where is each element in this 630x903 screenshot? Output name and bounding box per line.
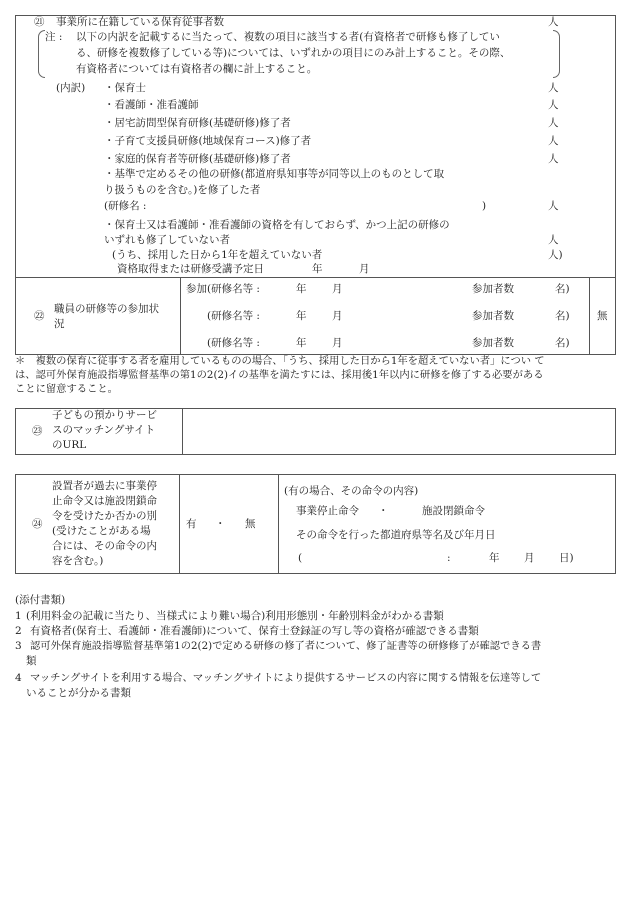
breakdown-unit: 人 [548,99,559,111]
breakdown-item: ・居宅訪問型保育研修(基礎研修)修了者 [104,117,291,129]
section24-title: 設置者が過去に事業停 [52,480,157,492]
section22-title: 況 [54,318,65,330]
note-line: 以下の内訳を記載するに当たって、複数の項目に該当する者(有資格者で研修も修了してい [76,31,500,43]
authority-colon: : [447,552,451,564]
option-yes[interactable]: 有 [186,518,197,530]
unqualified-unit: 人 [548,234,559,246]
section22-title: 職員の研修等の参加状 [54,303,159,315]
section24-title: 止命令又は施設閉鎖命 [52,495,157,507]
training-row-name: (研修名等 : [207,310,260,322]
order-facility-close[interactable]: 施設閉鎖命令 [422,505,485,517]
section21-number: ㉑ [34,16,45,28]
attachment-num: 4 [15,672,22,684]
planned-date-label: 資格取得または研修受講予定日 [117,263,264,275]
section23-title: 子どもの預かりサービ [52,409,157,421]
note-bracket-left [38,30,45,78]
order-business-stop[interactable]: 事業停止命令 [296,505,359,517]
attachment-text: 認可外保育施設指導監督基準第1の2(2)で定める研修の修了者について、修了証書等の研修修了が確認できる書 [30,640,542,652]
other-training-line: り扱うものを含む。)を修了した者 [104,184,261,196]
note-line: 有資格者については有資格者の欄に計上すること。 [76,63,318,75]
section24-title: (受けたことがある場 [52,525,151,537]
authority-year: 年 [489,552,500,564]
attachment-text: (利用料金の記載に当たり、当様式により難い場合)利用形態別・年齢別料金がわかる書類 [26,610,444,622]
breakdown-unit: 人 [548,153,559,165]
section24-title: 容を含む。) [52,555,104,567]
section24-number: ㉔ [32,518,43,530]
training-name-close: ) [482,200,487,212]
training-row-year: 年 [296,283,307,295]
training-none-option[interactable]: 無 [597,310,608,322]
authority-day: 日) [559,552,574,564]
attachment-num: 1 [15,610,22,622]
training-row-count-unit: 名) [555,283,570,295]
training-name-open: (研修名 : [104,200,147,212]
authority-paren-open: ( [298,552,303,564]
training-row-month: 月 [332,337,343,349]
divider [278,474,279,574]
breakdown-item: ・看護師・准看護師 [104,99,199,111]
breakdown-item: ・家庭的保育者等研修(基礎研修)修了者 [104,153,291,165]
matching-site-url-field[interactable] [186,412,610,450]
training-row-count-label: 参加者数 [472,337,514,349]
breakdown-item: ・子育て支援員研修(地域保育コース)修了者 [104,135,312,147]
section23-title: スのマッチングサイト [52,424,156,436]
note-label: 注 : [45,31,63,43]
section21-unit: 人 [548,16,559,28]
option-no[interactable]: 無 [245,518,256,530]
section23-title: のURL [52,439,87,451]
breakdown-unit: 人 [548,135,559,147]
training-row-count-label: 参加者数 [472,283,514,295]
other-training-line: ・基準で定めるその他の研修(都道府県知事等が同等以上のものとして取 [104,168,445,180]
order-separator: ・ [378,505,389,517]
attachment-text: マッチングサイトを利用する場合、マッチングサイトにより提供するサービスの内容に関する情報を伝達等して [30,672,542,684]
section23-number: ㉓ [32,425,43,437]
breakdown-unit: 人 [548,82,559,94]
divider [15,277,616,278]
footnote-line: は、認可外保育施設指導監督基準の第1の2(2)イの基準を満たすには、採用後1年以内に研修を修了する必要がある [15,369,544,381]
training-row-name: (研修名等 : [207,283,260,295]
training-row-count-label: 参加者数 [472,310,514,322]
authority-month: 月 [524,552,535,564]
footnote-line: ＊ 複数の保育に従事する者を雇用しているものの場合、「うち、採用した日から1年を超えていない者」につい て [15,355,545,367]
unqualified-line: ・保育士又は看護師・准看護師の資格を有しておらず、かつ上記の研修の [104,219,450,231]
planned-year: 年 [312,263,323,275]
training-row-count-unit: 名) [555,337,570,349]
attachment-num: 2 [15,625,22,637]
training-row-year: 年 [296,337,307,349]
section24-title: 合には、その命令の内 [52,540,157,552]
unqualified-line: いずれも修了していない者 [104,234,230,246]
footnote-line: ことに留意すること。 [15,383,118,395]
training-row-month: 月 [332,310,343,322]
breakdown-item: ・保育士 [104,82,146,94]
breakdown-unit: 人 [548,117,559,129]
attachment-num: 3 [15,640,22,652]
attachments-heading: (添付書類) [15,594,66,606]
divider [179,474,180,574]
planned-month: 月 [359,263,370,275]
breakdown-label: (内訳) [56,82,86,94]
training-row-count-unit: 名) [555,310,570,322]
authority-label: その命令を行った都道府県等名及び年月日 [296,529,496,541]
section24-title: 令を受けたか否かの別 [52,510,157,522]
other-training-unit: 人 [548,200,559,212]
training-row-month: 月 [332,283,343,295]
within-year-unit: 人) [548,249,563,261]
within-year-label: (うち、採用した日から1年を超えていない者 [112,249,323,261]
note-bracket-right [553,30,560,78]
training-row-prefix: 参加 [186,283,207,295]
divider [180,277,181,355]
attachment-text: 有資格者(保育士、看護師・准看護師)について、保育士登録証の写し等の資格が確認できる書類 [30,625,479,637]
training-row-year: 年 [296,310,307,322]
note-line: る、研修を複数修了している等)については、いずれかの項目にのみ計上すること。その際、 [76,47,511,59]
divider [182,408,183,455]
detail-heading: (有の場合、その命令の内容) [284,485,419,497]
option-separator: ・ [215,518,226,530]
section22-number: ㉒ [34,310,45,322]
section21-title: 事業所に在籍している保育従事者数 [56,16,224,28]
attachment-text: 類 [26,655,37,667]
attachment-text: いることが分かる書類 [26,687,131,699]
training-row-name: (研修名等 : [207,337,260,349]
divider [589,277,590,355]
training-name-field[interactable] [160,200,480,213]
